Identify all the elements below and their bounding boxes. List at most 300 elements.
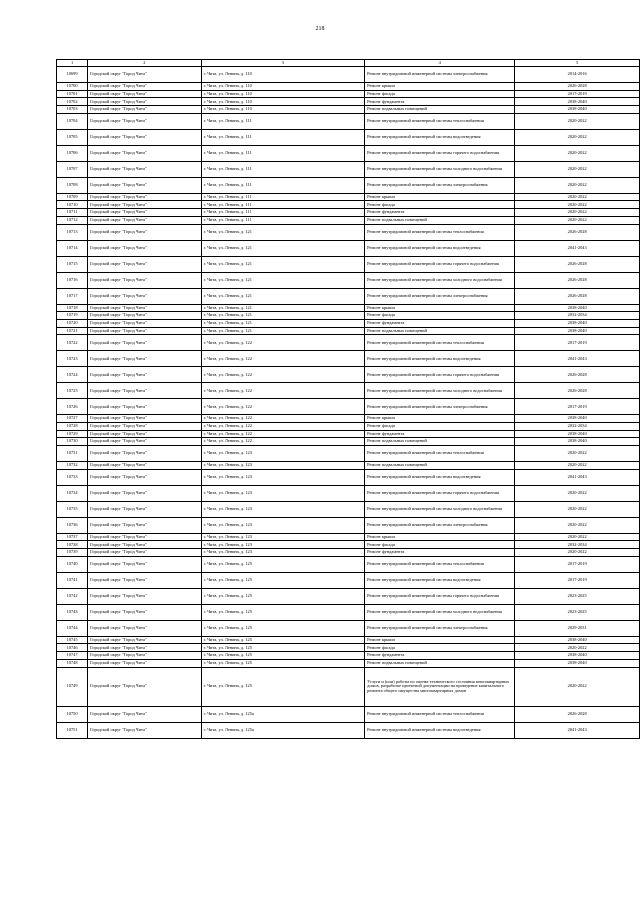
work-type-cell: Ремонт внутридомовой инженерной системы холодного водоснабжения [365, 272, 515, 288]
address-cell: г. Чита, ул. Ленина, д. 123 [201, 549, 365, 557]
period-cell: 2032-2034 [515, 422, 640, 430]
owner-cell: Городской округ "Город Чита" [88, 224, 201, 240]
address-cell: г. Чита, ул. Ленина, д. 111 [201, 145, 365, 161]
owner-cell: Городской округ "Город Чита" [88, 517, 201, 533]
row-number-cell: 10711 [57, 209, 88, 217]
row-number-cell: 10749 [57, 667, 88, 706]
address-cell: г. Чита, ул. Ленина, д. 121 [201, 224, 365, 240]
owner-cell: Городской округ "Город Чита" [88, 430, 201, 438]
table-row [57, 224, 640, 240]
period-cell: 2017-2019 [515, 335, 640, 351]
period-cell: 2020-2022 [515, 177, 640, 193]
row-number-cell: 10714 [57, 240, 88, 256]
row-number-cell: 10710 [57, 201, 88, 209]
row-number-cell: 10737 [57, 533, 88, 541]
period-cell: 2017-2019 [515, 399, 640, 415]
owner-cell: Городской округ "Город Чита" [88, 304, 201, 312]
work-type-cell: Ремонт внутридомовой инженерной системы водоотведения [365, 240, 515, 256]
owner-cell: Городской округ "Город Чита" [88, 636, 201, 644]
period-cell: 2020-2022 [515, 113, 640, 129]
table-row [57, 90, 640, 98]
row-number-cell: 10712 [57, 216, 88, 224]
work-type-cell: Ремонт внутридомовой инженерной системы теплоснабжения [365, 556, 515, 572]
owner-cell: Городской округ "Город Чита" [88, 501, 201, 517]
work-type-cell: Ремонт подвальных помещений [365, 462, 515, 470]
period-cell: 2032-2034 [515, 541, 640, 549]
table-body [57, 60, 640, 739]
table-row [57, 652, 640, 660]
period-cell: 2029-2031 [515, 620, 640, 636]
address-cell: г. Чита, ул. Ленина, д. 122 [201, 438, 365, 446]
column-header-period: 5 [515, 60, 640, 67]
address-cell: г. Чита, ул. Ленина, д. 111 [201, 209, 365, 217]
address-cell: г. Чита, ул. Ленина, д. 111 [201, 201, 365, 209]
row-number-cell: 10726 [57, 399, 88, 415]
work-type-cell: Ремонт внутридомовой инженерной системы водоотведения [365, 722, 515, 738]
work-type-cell: Ремонт крыши [365, 636, 515, 644]
address-cell: г. Чита, ул. Ленина, д. 123 [201, 533, 365, 541]
table-row [57, 351, 640, 367]
owner-cell: Городской округ "Город Чита" [88, 541, 201, 549]
work-type-cell: Ремонт крыши [365, 533, 515, 541]
table-row [57, 636, 640, 644]
owner-cell: Городской округ "Город Чита" [88, 399, 201, 415]
row-number-cell: 10704 [57, 113, 88, 129]
table-row [57, 201, 640, 209]
work-type-cell: Ремонт внутридомовой инженерной системы теплоснабжения [365, 446, 515, 462]
row-number-cell: 10707 [57, 161, 88, 177]
address-cell: г. Чита, ул. Ленина, д. 111 [201, 177, 365, 193]
period-cell: 2038-2040 [515, 98, 640, 106]
column-header-work: 4 [365, 60, 515, 67]
work-type-cell: Ремонт внутридомовой инженерной системы горячего водоснабжения [365, 256, 515, 272]
column-header-owner: 2 [88, 60, 201, 67]
row-number-cell: 10744 [57, 620, 88, 636]
address-cell: г. Чита, ул. Ленина, д. 111 [201, 129, 365, 145]
period-cell: 2038-2040 [515, 659, 640, 667]
row-number-cell: 10729 [57, 430, 88, 438]
table-row [57, 312, 640, 320]
address-cell: г. Чита, ул. Ленина, д. 122 [201, 383, 365, 399]
address-cell: г. Чита, ул. Ленина, д. 121 [201, 304, 365, 312]
owner-cell: Городской округ "Город Чита" [88, 351, 201, 367]
column-header-number: 1 [57, 60, 88, 67]
row-number-cell: 10734 [57, 485, 88, 501]
work-type-cell: Ремонт фундамента [365, 549, 515, 557]
owner-cell: Городской округ "Город Чита" [88, 67, 201, 83]
work-type-cell: Ремонт фасада [365, 541, 515, 549]
table-row [57, 722, 640, 738]
period-cell: 2041-2043 [515, 351, 640, 367]
address-cell: г. Чита, ул. Ленина, д. 110 [201, 90, 365, 98]
owner-cell: Городской округ "Город Чита" [88, 722, 201, 738]
owner-cell: Городской округ "Город Чита" [88, 367, 201, 383]
row-number-cell: 10748 [57, 659, 88, 667]
address-cell: г. Чита, ул. Ленина, д. 125 [201, 644, 365, 652]
owner-cell: Городской округ "Город Чита" [88, 106, 201, 114]
period-cell: 2038-2040 [515, 438, 640, 446]
work-type-cell: Ремонт крыши [365, 415, 515, 423]
work-type-cell: Ремонт внутридомовой инженерной системы теплоснабжения [365, 335, 515, 351]
address-cell: г. Чита, ул. Ленина, д. 123 [201, 541, 365, 549]
owner-cell: Городской округ "Город Чита" [88, 588, 201, 604]
address-cell: г. Чита, ул. Ленина, д. 121 [201, 327, 365, 335]
owner-cell: Городской округ "Город Чита" [88, 652, 201, 660]
row-number-cell: 10702 [57, 98, 88, 106]
work-type-cell: Ремонт подвальных помещений [365, 106, 515, 114]
work-type-cell: Ремонт подвальных помещений [365, 659, 515, 667]
owner-cell: Городской округ "Город Чита" [88, 129, 201, 145]
table-row [57, 288, 640, 304]
table-row [57, 304, 640, 312]
table-row [57, 335, 640, 351]
owner-cell: Городской округ "Город Чита" [88, 415, 201, 423]
address-cell: г. Чита, ул. Ленина, д. 125а [201, 706, 365, 722]
address-cell: г. Чита, ул. Ленина, д. 123 [201, 485, 365, 501]
period-cell: 2026-2028 [515, 367, 640, 383]
owner-cell: Городской округ "Город Чита" [88, 272, 201, 288]
owner-cell: Городской округ "Город Чита" [88, 90, 201, 98]
row-number-cell: 10743 [57, 604, 88, 620]
table-row [57, 541, 640, 549]
row-number-cell: 10725 [57, 383, 88, 399]
table-row [57, 83, 640, 91]
period-cell: 2023-2025 [515, 588, 640, 604]
owner-cell: Городской округ "Город Чита" [88, 161, 201, 177]
row-number-cell: 10747 [57, 652, 88, 660]
table-row [57, 367, 640, 383]
row-number-cell: 10705 [57, 129, 88, 145]
row-number-cell: 10717 [57, 288, 88, 304]
owner-cell: Городской округ "Город Чита" [88, 312, 201, 320]
work-type-cell: Ремонт внутридомовой инженерной системы горячего водоснабжения [365, 367, 515, 383]
period-cell: 2038-2040 [515, 106, 640, 114]
table-row [57, 501, 640, 517]
period-cell: 2038-2040 [515, 327, 640, 335]
owner-cell: Городской округ "Город Чита" [88, 533, 201, 541]
address-cell: г. Чита, ул. Ленина, д. 122 [201, 415, 365, 423]
row-number-cell: 10719 [57, 312, 88, 320]
period-cell: 2038-2040 [515, 415, 640, 423]
owner-cell: Городской округ "Город Чита" [88, 572, 201, 588]
row-number-cell: 10728 [57, 422, 88, 430]
address-cell: г. Чита, ул. Ленина, д. 110 [201, 98, 365, 106]
period-cell: 2038-2040 [515, 304, 640, 312]
row-number-cell: 10700 [57, 83, 88, 91]
address-cell: г. Чита, ул. Ленина, д. 122 [201, 422, 365, 430]
period-cell: 2020-2022 [515, 517, 640, 533]
owner-cell: Городской округ "Город Чита" [88, 193, 201, 201]
work-type-cell: Ремонт внутридомовой инженерной системы горячего водоснабжения [365, 485, 515, 501]
address-cell: г. Чита, ул. Ленина, д. 123 [201, 517, 365, 533]
row-number-cell: 10718 [57, 304, 88, 312]
repair-schedule-table [56, 59, 640, 739]
row-number-cell: 10742 [57, 588, 88, 604]
period-cell: 2038-2040 [515, 319, 640, 327]
owner-cell: Городской округ "Город Чита" [88, 98, 201, 106]
owner-cell: Городской округ "Город Чита" [88, 659, 201, 667]
row-number-cell: 10751 [57, 722, 88, 738]
work-type-cell: Ремонт фасада [365, 201, 515, 209]
address-cell: г. Чита, ул. Ленина, д. 121 [201, 312, 365, 320]
address-cell: г. Чита, ул. Ленина, д. 125 [201, 652, 365, 660]
period-cell: 2020-2022 [515, 193, 640, 201]
owner-cell: Городской округ "Город Чита" [88, 83, 201, 91]
table-header-row [57, 60, 640, 67]
owner-cell: Городской округ "Город Чита" [88, 549, 201, 557]
work-type-cell: Ремонт подвальных помещений [365, 438, 515, 446]
row-number-cell: 10708 [57, 177, 88, 193]
work-type-cell: Ремонт внутридомовой инженерной системы холодного водоснабжения [365, 501, 515, 517]
work-type-cell: Ремонт крыши [365, 304, 515, 312]
owner-cell: Городской округ "Город Чита" [88, 335, 201, 351]
work-type-cell: Ремонт фасада [365, 422, 515, 430]
address-cell: г. Чита, ул. Ленина, д. 125 [201, 636, 365, 644]
table-row [57, 415, 640, 423]
owner-cell: Городской округ "Город Чита" [88, 446, 201, 462]
work-type-cell: Ремонт фасада [365, 644, 515, 652]
period-cell: 2020-2022 [515, 209, 640, 217]
work-type-cell: Ремонт фундамента [365, 652, 515, 660]
period-cell: 2020-2022 [515, 129, 640, 145]
table-row [57, 113, 640, 129]
work-type-cell: Ремонт внутридомовой инженерной системы электроснабжения [365, 288, 515, 304]
table-row [57, 399, 640, 415]
period-cell: 2020-2022 [515, 161, 640, 177]
work-type-cell: Ремонт внутридомовой инженерной системы теплоснабжения [365, 706, 515, 722]
owner-cell: Городской округ "Город Чита" [88, 383, 201, 399]
work-type-cell: Ремонт фундамента [365, 209, 515, 217]
row-number-cell: 10745 [57, 636, 88, 644]
address-cell: г. Чита, ул. Ленина, д. 123 [201, 501, 365, 517]
work-type-cell: Ремонт внутридомовой инженерной системы горячего водоснабжения [365, 145, 515, 161]
period-cell: 2032-2034 [515, 312, 640, 320]
period-cell: 2017-2019 [515, 556, 640, 572]
period-cell: 2020-2022 [515, 549, 640, 557]
table-row [57, 469, 640, 485]
row-number-cell: 10722 [57, 335, 88, 351]
address-cell: г. Чита, ул. Ленина, д. 111 [201, 216, 365, 224]
owner-cell: Городской округ "Город Чита" [88, 438, 201, 446]
table-row [57, 549, 640, 557]
work-type-cell: Услуги и (или) работы по оценке технического состояния многоквартирных домов, разработке проектной документации на проведение капитального ремонта общего имущества многоквартирных домов [365, 667, 515, 706]
period-cell: 2020-2022 [515, 501, 640, 517]
period-cell: 2020-2022 [515, 485, 640, 501]
table-row [57, 667, 640, 706]
period-cell: 2026-2028 [515, 83, 640, 91]
owner-cell: Городской округ "Город Чита" [88, 209, 201, 217]
table-row [57, 145, 640, 161]
address-cell: г. Чита, ул. Ленина, д. 123 [201, 469, 365, 485]
address-cell: г. Чита, ул. Ленина, д. 125 [201, 659, 365, 667]
table-row [57, 383, 640, 399]
owner-cell: Городской округ "Город Чита" [88, 644, 201, 652]
period-cell: 2020-2022 [515, 462, 640, 470]
owner-cell: Городской округ "Город Чита" [88, 240, 201, 256]
owner-cell: Городской округ "Город Чита" [88, 706, 201, 722]
work-type-cell: Ремонт внутридомовой инженерной системы горячего водоснабжения [365, 588, 515, 604]
table-row [57, 209, 640, 217]
address-cell: г. Чита, ул. Ленина, д. 122 [201, 351, 365, 367]
period-cell: 2020-2022 [515, 644, 640, 652]
work-type-cell: Ремонт внутридомовой инженерной системы холодного водоснабжения [365, 383, 515, 399]
row-number-cell: 10741 [57, 572, 88, 588]
address-cell: г. Чита, ул. Ленина, д. 121 [201, 288, 365, 304]
address-cell: г. Чита, ул. Ленина, д. 111 [201, 161, 365, 177]
table-row [57, 216, 640, 224]
address-cell: г. Чита, ул. Ленина, д. 125 [201, 620, 365, 636]
table-row [57, 604, 640, 620]
period-cell: 2041-2043 [515, 722, 640, 738]
table-row [57, 272, 640, 288]
period-cell: 2038-2040 [515, 652, 640, 660]
work-type-cell: Ремонт внутридомовой инженерной системы водоотведения [365, 469, 515, 485]
table-row [57, 256, 640, 272]
address-cell: г. Чита, ул. Ленина, д. 122 [201, 399, 365, 415]
column-header-address: 3 [201, 60, 365, 67]
owner-cell: Городской округ "Город Чита" [88, 145, 201, 161]
row-number-cell: 10727 [57, 415, 88, 423]
owner-cell: Городской округ "Город Чита" [88, 485, 201, 501]
address-cell: г. Чита, ул. Ленина, д. 110 [201, 83, 365, 91]
table-row [57, 319, 640, 327]
work-type-cell: Ремонт фундамента [365, 319, 515, 327]
row-number-cell: 10736 [57, 517, 88, 533]
address-cell: г. Чита, ул. Ленина, д. 123 [201, 462, 365, 470]
work-type-cell: Ремонт подвальных помещений [365, 216, 515, 224]
owner-cell: Городской округ "Город Чита" [88, 462, 201, 470]
work-type-cell: Ремонт фундамента [365, 98, 515, 106]
work-type-cell: Ремонт внутридомовой инженерной системы водоотведения [365, 572, 515, 588]
owner-cell: Городской округ "Город Чита" [88, 422, 201, 430]
table-row [57, 177, 640, 193]
table-row [57, 533, 640, 541]
row-number-cell: 10701 [57, 90, 88, 98]
row-number-cell: 10699 [57, 67, 88, 83]
work-type-cell: Ремонт внутридомовой инженерной системы холодного водоснабжения [365, 604, 515, 620]
table-row [57, 106, 640, 114]
table-row [57, 462, 640, 470]
table-row [57, 659, 640, 667]
address-cell: г. Чита, ул. Ленина, д. 125 [201, 604, 365, 620]
owner-cell: Городской округ "Город Чита" [88, 256, 201, 272]
address-cell: г. Чита, ул. Ленина, д. 122 [201, 335, 365, 351]
table-row [57, 572, 640, 588]
address-cell: г. Чита, ул. Ленина, д. 121 [201, 256, 365, 272]
period-cell: 2026-2028 [515, 224, 640, 240]
work-type-cell: Ремонт фасада [365, 90, 515, 98]
table-row [57, 240, 640, 256]
work-type-cell: Ремонт фасада [365, 312, 515, 320]
address-cell: г. Чита, ул. Ленина, д. 125 [201, 588, 365, 604]
work-type-cell: Ремонт внутридомовой инженерной системы электроснабжения [365, 399, 515, 415]
owner-cell: Городской округ "Город Чита" [88, 604, 201, 620]
owner-cell: Городской округ "Город Чита" [88, 319, 201, 327]
work-type-cell: Ремонт крыши [365, 83, 515, 91]
owner-cell: Городской округ "Город Чита" [88, 556, 201, 572]
period-cell: 2026-2028 [515, 706, 640, 722]
owner-cell: Городской округ "Город Чита" [88, 469, 201, 485]
address-cell: г. Чита, ул. Ленина, д. 121 [201, 319, 365, 327]
address-cell: г. Чита, ул. Ленина, д. 111 [201, 193, 365, 201]
row-number-cell: 10709 [57, 193, 88, 201]
owner-cell: Городской округ "Город Чита" [88, 288, 201, 304]
row-number-cell: 10730 [57, 438, 88, 446]
period-cell: 2023-2025 [515, 604, 640, 620]
owner-cell: Городской округ "Город Чита" [88, 216, 201, 224]
period-cell: 2017-2019 [515, 90, 640, 98]
table-row [57, 517, 640, 533]
address-cell: г. Чита, ул. Ленина, д. 125 [201, 572, 365, 588]
period-cell: 2026-2028 [515, 256, 640, 272]
table-row [57, 446, 640, 462]
table-row [57, 422, 640, 430]
row-number-cell: 10732 [57, 462, 88, 470]
row-number-cell: 10716 [57, 272, 88, 288]
work-type-cell: Ремонт фундамента [365, 430, 515, 438]
owner-cell: Городской округ "Город Чита" [88, 201, 201, 209]
owner-cell: Городской округ "Город Чита" [88, 177, 201, 193]
table-row [57, 706, 640, 722]
owner-cell: Городской округ "Город Чита" [88, 327, 201, 335]
work-type-cell: Ремонт внутридомовой инженерной системы холодного водоснабжения [365, 161, 515, 177]
address-cell: г. Чита, ул. Ленина, д. 110 [201, 106, 365, 114]
table-row [57, 98, 640, 106]
row-number-cell: 10739 [57, 549, 88, 557]
address-cell: г. Чита, ул. Ленина, д. 110 [201, 67, 365, 83]
address-cell: г. Чита, ул. Ленина, д. 122 [201, 430, 365, 438]
address-cell: г. Чита, ул. Ленина, д. 121 [201, 240, 365, 256]
period-cell: 2038-2040 [515, 636, 640, 644]
table-row [57, 430, 640, 438]
period-cell: 2020-2022 [515, 446, 640, 462]
row-number-cell: 10733 [57, 469, 88, 485]
period-cell: 2026-2028 [515, 383, 640, 399]
table-row [57, 485, 640, 501]
work-type-cell: Ремонт внутридомовой инженерной системы водоотведения [365, 129, 515, 145]
work-type-cell: Ремонт внутридомовой инженерной системы теплоснабжения [365, 113, 515, 129]
address-cell: г. Чита, ул. Ленина, д. 111 [201, 113, 365, 129]
work-type-cell: Ремонт внутридомовой инженерной системы теплоснабжения [365, 224, 515, 240]
period-cell: 2020-2022 [515, 216, 640, 224]
period-cell: 2026-2028 [515, 288, 640, 304]
table-row [57, 620, 640, 636]
row-number-cell: 10721 [57, 327, 88, 335]
period-cell: 2014-2016 [515, 67, 640, 83]
period-cell: 2020-2022 [515, 145, 640, 161]
table-row [57, 556, 640, 572]
work-type-cell: Ремонт внутридомовой инженерной системы электроснабжения [365, 517, 515, 533]
page-number: 218 [315, 26, 325, 32]
owner-cell: Городской округ "Город Чита" [88, 620, 201, 636]
row-number-cell: 10706 [57, 145, 88, 161]
address-cell: г. Чита, ул. Ленина, д. 125а [201, 722, 365, 738]
work-type-cell: Ремонт внутридомовой инженерной системы водоотведения [365, 351, 515, 367]
period-cell: 2020-2022 [515, 201, 640, 209]
table-row [57, 644, 640, 652]
row-number-cell: 10750 [57, 706, 88, 722]
row-number-cell: 10735 [57, 501, 88, 517]
work-type-cell: Ремонт внутридомовой инженерной системы электроснабжения [365, 177, 515, 193]
row-number-cell: 10724 [57, 367, 88, 383]
address-cell: г. Чита, ул. Ленина, д. 125 [201, 556, 365, 572]
table-row [57, 129, 640, 145]
row-number-cell: 10713 [57, 224, 88, 240]
work-type-cell: Ремонт внутридомовой инженерной системы электроснабжения [365, 620, 515, 636]
work-type-cell: Ремонт подвальных помещений [365, 327, 515, 335]
table-row [57, 161, 640, 177]
table-row [57, 67, 640, 83]
